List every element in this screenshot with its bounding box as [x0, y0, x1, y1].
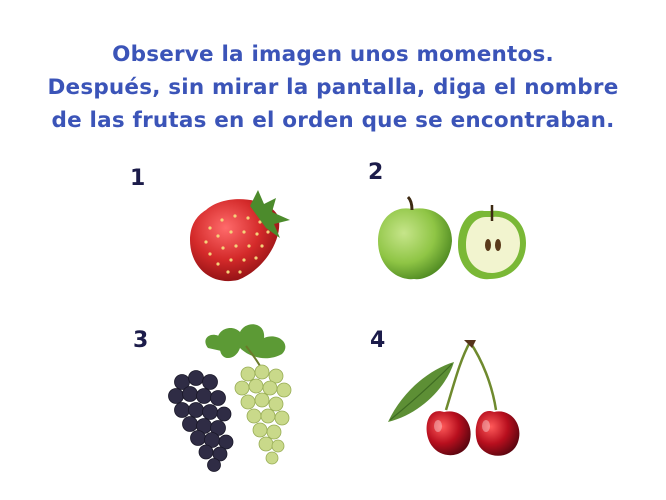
- instructions-line-1: Observe la imagen unos momentos.: [112, 42, 554, 67]
- item-number-4: 4: [370, 328, 386, 353]
- item-number-1: 1: [130, 166, 146, 191]
- instructions-text: [0, 38, 666, 137]
- item-number-2: 2: [368, 160, 384, 185]
- instructions-line-3: de las frutas en el orden que se encontraban.: [51, 108, 615, 133]
- strawberry-icon: [180, 188, 300, 288]
- cherries-icon: [382, 336, 532, 464]
- item-number-3: 3: [133, 328, 149, 353]
- instructions-line-2: Después, sin mirar la pantalla, diga el nombre: [47, 75, 619, 100]
- apple-icon: [374, 195, 534, 287]
- grapes-icon: [160, 318, 310, 473]
